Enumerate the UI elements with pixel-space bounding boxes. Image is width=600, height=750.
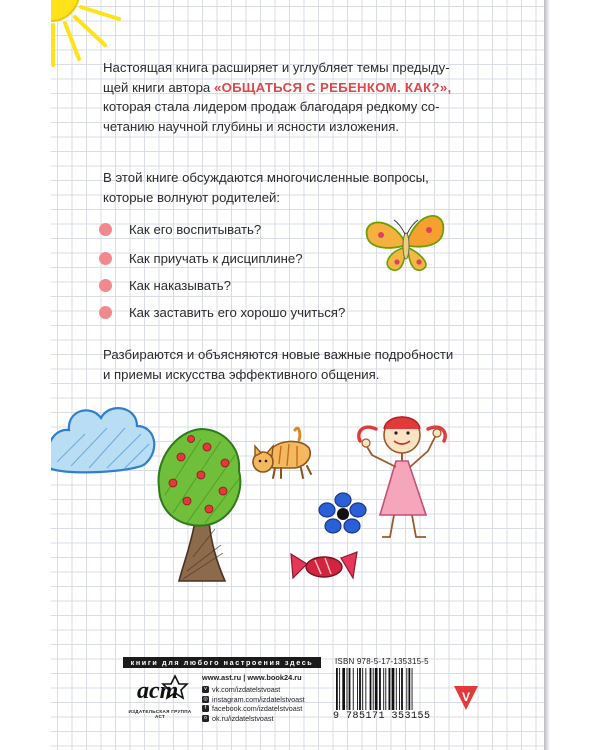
cloud-drawing bbox=[51, 398, 165, 478]
barcode-bar bbox=[342, 668, 345, 710]
barcode bbox=[335, 668, 435, 710]
bullet-dot bbox=[99, 252, 112, 265]
website-links[interactable]: www.ast.ru | www.book24.ru bbox=[202, 673, 302, 682]
barcode-bar bbox=[406, 668, 407, 710]
barcode-bar bbox=[396, 668, 397, 710]
barcode-bar bbox=[383, 668, 384, 710]
barcode-bar bbox=[385, 668, 386, 710]
previous-book-title: «ОБЩАТЬСЯ С РЕБЕНКОМ. КАК?», bbox=[213, 79, 452, 95]
barcode-bar bbox=[392, 668, 395, 710]
question-text: Как наказывать? bbox=[129, 277, 231, 293]
outro-line-2: и приемы искусства эффективного общения. bbox=[103, 366, 380, 382]
barcode-bar bbox=[365, 668, 366, 710]
ok-icon: о bbox=[202, 715, 209, 722]
social-link-text: facebook.com/izdatelstvoast bbox=[212, 704, 303, 714]
barcode-bar bbox=[412, 668, 413, 710]
question-text: Как приучать к дисциплине? bbox=[129, 250, 303, 266]
publisher-name: ИЗДАТЕЛЬСКАЯ ГРУППА АСТ bbox=[128, 709, 192, 719]
barcode-bar bbox=[359, 668, 361, 710]
barcode-bar bbox=[399, 668, 400, 710]
barcode-bar bbox=[370, 668, 372, 710]
candy-drawing bbox=[287, 548, 362, 588]
intro-paragraph bbox=[103, 58, 503, 136]
facebook-icon: f bbox=[202, 705, 209, 712]
imprint-v-logo bbox=[449, 680, 483, 714]
barcode-digits: 9 785171 353155 bbox=[333, 711, 431, 722]
bullet-dot bbox=[99, 306, 112, 319]
outro-line-1: Разбираются и объясняются новые важные подробности bbox=[103, 347, 454, 362]
social-link-ok[interactable] bbox=[202, 714, 305, 724]
barcode-bar bbox=[347, 668, 348, 710]
social-link-vk[interactable] bbox=[202, 685, 305, 695]
question-item bbox=[99, 302, 345, 322]
ast-logo-text: аст bbox=[137, 678, 179, 704]
isbn-number: ISBN 978-5-17-135315-5 bbox=[335, 657, 429, 666]
cat-drawing bbox=[251, 424, 326, 484]
barcode-bar bbox=[336, 668, 338, 710]
vk-icon: v bbox=[202, 686, 209, 693]
social-links bbox=[202, 685, 305, 723]
barcode-bar bbox=[339, 668, 340, 710]
flower-drawing bbox=[316, 492, 371, 537]
barcode-bar bbox=[379, 668, 381, 710]
outro-paragraph bbox=[103, 345, 503, 384]
bullet-dot bbox=[99, 279, 112, 292]
barcode-bar bbox=[401, 668, 403, 710]
intro-line-2: щей книги автора bbox=[103, 79, 214, 95]
barcode-bar bbox=[373, 668, 374, 710]
question-text: Как его воспитывать? bbox=[129, 221, 262, 237]
barcode-bar bbox=[349, 668, 351, 710]
social-link-text: ok.ru/izdatelstvoast bbox=[212, 713, 274, 723]
tree-drawing bbox=[151, 425, 251, 585]
imprint-logo-letter: V bbox=[461, 690, 471, 704]
social-link-facebook[interactable] bbox=[202, 704, 305, 714]
barcode-bar bbox=[353, 668, 354, 710]
questions-intro-paragraph bbox=[103, 168, 503, 207]
barcode-bar bbox=[362, 668, 363, 710]
barcode-bar bbox=[357, 668, 358, 710]
book-back-cover bbox=[51, 0, 544, 750]
bullet-dot bbox=[99, 223, 112, 236]
questions-intro-line-2: которые волнуют родителей: bbox=[103, 189, 281, 205]
ast-publisher-logo bbox=[133, 672, 189, 708]
social-link-instagram[interactable] bbox=[202, 695, 305, 705]
question-text: Как заставить его хорошо учиться? bbox=[129, 304, 346, 320]
series-slogan-bar: книги для любого настроения здесь bbox=[123, 657, 321, 668]
social-link-text: instagram.com/izdatelstvoast bbox=[212, 694, 305, 704]
barcode-bar bbox=[389, 668, 391, 710]
intro-line-1: Настоящая книга расширяет и углубляет темы предыду- bbox=[103, 60, 450, 75]
question-item bbox=[99, 219, 261, 239]
social-link-text: vk.com/izdatelstvoast bbox=[212, 685, 281, 694]
barcode-bar bbox=[375, 668, 378, 710]
intro-line-3: которая стала лидером продаж благодаря редкому со- bbox=[103, 99, 440, 114]
question-item bbox=[99, 248, 303, 268]
question-item bbox=[99, 275, 231, 295]
butterfly-drawing bbox=[361, 208, 451, 278]
instagram-icon: ◎ bbox=[203, 695, 208, 702]
cover-edge-shadow bbox=[544, 0, 550, 750]
questions-intro-line-1: В этой книге обсуждаются многочисленные вопросы, bbox=[103, 170, 429, 185]
intro-line-4: четанию научной глубины и ясности изложения. bbox=[103, 118, 400, 134]
barcode-bar bbox=[408, 668, 410, 710]
